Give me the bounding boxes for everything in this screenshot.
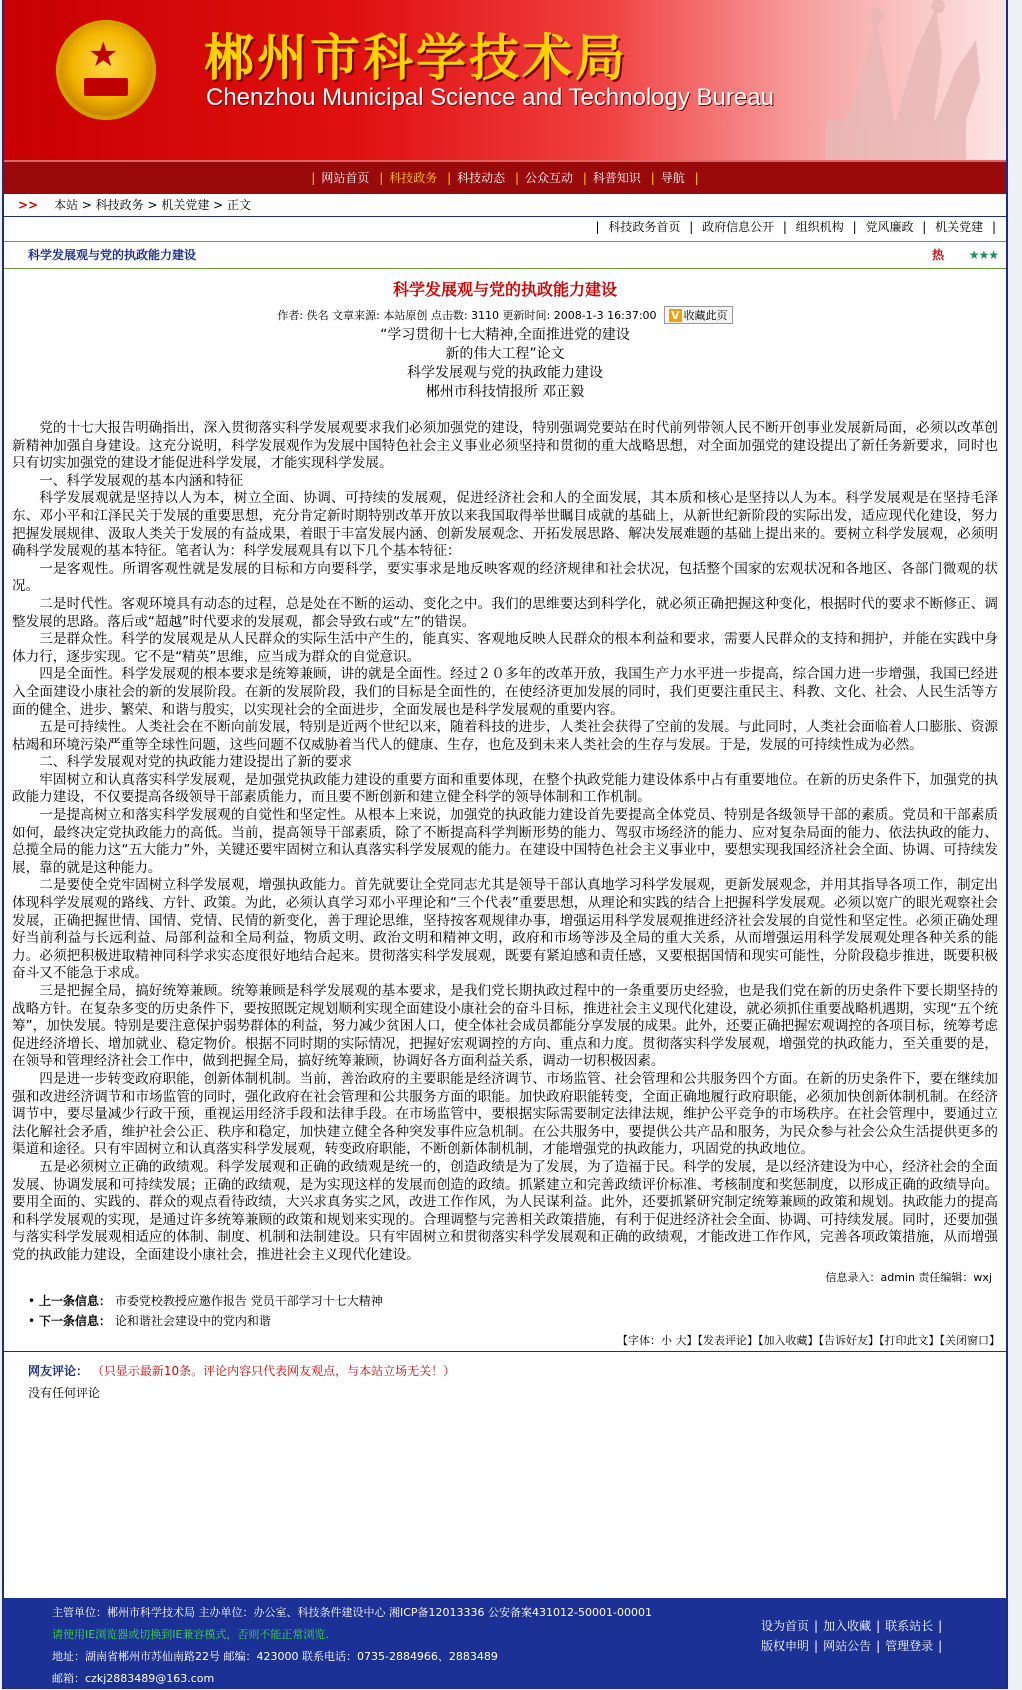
subnav-party[interactable]: 机关党建 [935, 220, 984, 234]
prev-link[interactable]: 市委党校教授应邀作报告 党员干部学习十七大精神 [114, 1293, 383, 1308]
titlebar-title: 科学发展观与党的执政能力建设 [28, 248, 197, 262]
header-line: 郴州市科技情报所 邓正毅 [425, 384, 585, 400]
nav-item-affairs[interactable]: 科技政务 [389, 171, 438, 185]
paragraph: 二是要使全党牢固树立科学发展观，增强执政能力。首先就要让全党同志尤其是领导干部认真地学习科学发展观，更新发展观念，并用其指导各项工作，制定出体现科学发展观的路线、方针、政策。为此，必须认真学习邓小平理论和“三个代表”重要思想，从理论和实践的结合上把握科学发展观。必须以宽广的眼光观察社会发展，正确把握世情、国情、党情、民情的新变化，善于理论思维，坚持按客观规律办事，增强运用科学发展观推进经济社会发展的自觉性和坚定性。必须正确处理好当前利益与长远利益、局部利益和全局利益，物质文明、政治文明和精神文明，政府和市场等涉及全局的重大关系，从而增强运用科学发展观处理各种关系的能力。必须把积极进取精神同科学求实态度很好地结合起来。贯彻落实科学发展观，既要有紧迫感和责任感，又要根据国情和现实可能性，分阶段稳步推进，既要积极奋斗又不能急于求成。 [12, 877, 998, 982]
nav-item-science[interactable]: 科普知识 [592, 171, 641, 185]
site-title-en: Chenzhou Municipal Science and Technology Bureau [206, 84, 774, 111]
paragraph: 一是提高树立和落实科学发展观的自觉性和坚定性。从根本上来说，加强党的执政能力建设首先要提高全体党员、特别是各级领导干部的素质。党员和干部素质如何，最终决定党执政能力的高低。当前，提高领导干部素质，除了不断提高科学判断形势的能力、驾驭市场经济的能力、应对复杂局面的能力、依法执政的能力、总揽全局的能力这“五大能力”外，关键还要牢固树立和认真落实科学发展观的能力。在建设中国特色社会主义事业中，要想实现我国经济社会全面、协调、可持续发展，靠的就是这种能力。 [12, 807, 998, 876]
main-nav: | 网站首页 | 科技政务 | 科技动态 | 公众互动 | 科普知识 | 导航 | [4, 160, 1006, 194]
comments-empty: 没有任何评论 [28, 1385, 101, 1400]
prev-label: 上一条信息： [38, 1293, 111, 1308]
rating-stars-icon: ★★★ [968, 248, 998, 262]
article-titlebar [4, 241, 1006, 269]
paragraph: 二是时代性。客观环境具有动态的过程，总是处在不断的运动、变化之中。我们的思维要达到科学化，就必须正确把握这种变化，根据时代的要求不断修正、调整发展的思路。落后或“超越”时代要求的发展观，都会导致右或“左”的错误。 [12, 595, 998, 630]
footer-link-favorite[interactable]: 加入收藏 [823, 1619, 872, 1633]
article-title: 科学发展观与党的执政能力建设 [392, 280, 617, 299]
footer-links: 设为首页 | 加入收藏 | 联系站长 | 版权申明 | 网站公告 | 管理登录 | [756, 1616, 942, 1656]
footer-line1: 主管单位：郴州市科学技术局 主办单位：办公室、科技条件建设中心 湘ICP备12013336 公安备案431012-50001-00001 [52, 1606, 652, 1619]
nav-item-home[interactable]: 网站首页 [321, 171, 370, 185]
paragraph: 三是群众性。科学的发展观是从人民群众的实际生活中产生的，能真实、客观地反映人民群众的根本利益和要求，需要人民群众的支持和拥护，并能在实践中身体力行，逐步实现。它不是“精英”思维，应当成为群众的自觉意识。 [12, 631, 998, 665]
next-item: • 下一条信息： 论和谐社会建设中的党内和谐 [28, 1313, 271, 1328]
paragraph: 三是把握全局，搞好统筹兼顾。统筹兼顾是科学发展观的基本要求，是我们党长期执政过程中的一条重要历史经验，也是我们党在新的历史条件下要长期坚持的战略方针。在复杂多变的历史条件下，要按照既定规划顺利实现全面建设小康社会的奋斗目标，推进社会主义现代化建设，就必须抓住重要战略机遇期，实现“五个统筹”，加快发展。特别是要注意保护弱势群体的利益，努力减少贫困人口，使全体社会成员都能分享发展的成果。此外，还要正确把握宏观调控的各项目标，统筹考虑促进经济增长、增加就业、稳定物价。根据不同时期的实际情况，把握好宏观调控的方向、重点和力度。贯彻落实科学发展观，增强党的执政能力，至关重要的是，在领导和管理经济社会工作中，做到把握全局，搞好统筹兼顾，协调好各方面利益关系，调动一切积极因素。 [12, 983, 998, 1070]
comments-label: 网友评论： [28, 1363, 89, 1378]
section-heading: 一、科学发展观的基本内涵和特征 [39, 472, 244, 489]
footer-info [52, 1602, 652, 1690]
article-toolbar[interactable]: 【字体：小 大】【发表评论】【加入收藏】【告诉好友】【打印此文】【关闭窗口】 [4, 1331, 1006, 1352]
breadcrumb-site[interactable]: 本站 [53, 198, 78, 212]
article [4, 277, 1006, 1285]
footer-line3: 地址：湖南省郴州市苏仙南路22号 邮编：423000 联系电话：0735-2884966、2883489 [52, 1650, 498, 1663]
sub-nav: | 科技政务首页 | 政府信息公开 | 组织机构 | 党风廉政 | 机关党建 | [595, 220, 996, 234]
footer-line2: 请使用IE浏览器或切换到IE兼容模式，否则不能正常浏览. [52, 1628, 329, 1641]
article-body [12, 420, 998, 1265]
paragraph: 科学发展观就是坚持以人为本，树立全面、协调、可持续的发展观，促进经济社会和人的全面发展，其本质和核心是坚持以人为本。科学发展观是在坚持毛泽东、邓小平和江泽民关于发展的重要思想，充分肯定新时期特别改革开放以来我国取得举世瞩目成就的基础上，从新世纪新阶段的实际出发，适应现代化建设，努力把握发展规律、汲取人类关于发展的有益成果，着眼于丰富发展内涵、创新发展观念、开拓发展思路、解决发展难题的基础上提出来的。要树立科学发展观，必须明确科学发展观的基本特征。笔者认为：科学发展观具有以下几个基本特征： [12, 490, 998, 560]
national-emblem-icon: ★ [56, 20, 156, 120]
paragraph: 五是必须树立正确的政绩观。科学发展观和正确的政绩观是统一的，创造政绩是为了发展，为了造福于民。科学的发展，是以经济建设为中心，经济社会的全面发展、协调发展和可持续发展；正确的政绩观，是为实现这样的发展而创造的政绩。抓紧建立和完善政绩评价标准、考核制度和奖惩制度，以形成正确的政绩导向。要用全面的、实践的、群众的观点看待政绩，大兴求真务实之风，改进工作作风，为人民谋利益。此外，还要抓紧研究制定统筹兼顾的政策和规划。执政能力的提高和科学发展观的实现，是通过许多统筹兼顾的政策和规划来实现的。合理调整与完善相关政策措施，有利于促进经济社会全面、协调、可持续发展。同时，还要加强与落实科学发展观相适应的体制、制度、机制和法制建设。只有牢固树立和贯彻落实科学发展观和正确的政绩观，才能改进工作作风，完善各项政策措施，从而增强党的执政能力建设，全面建设小康社会，推进社会主义现代化建设。 [12, 1158, 998, 1263]
footer-link-admin[interactable]: 管理登录 [885, 1639, 934, 1653]
next-link[interactable]: 论和谐社会建设中的党内和谐 [114, 1313, 271, 1328]
article-meta-text: 作者: 佚名 文章来源: 本站原创 点击数: 3110 更新时间: 2008-1-3 16:37:00 [277, 309, 657, 322]
header-line: 科学发展观与党的执政能力建设 [407, 365, 603, 381]
footer-link-contact[interactable]: 联系站长 [885, 1619, 934, 1633]
breadcrumb: >> 本站 > 科技政务 > 机关党建 > 正文 [4, 194, 1006, 217]
sculpture-image [766, 0, 1006, 160]
paragraph: 四是全面性。科学发展观的根本要求是统筹兼顾，讲的就是全面性。经过２０多年的改革开放，我国生产力水平进一步提高，综合国力进一步增强，我国已经进入全面建设小康社会的新的发展阶段。在新的发展阶段，我们的目标是全面性的，在使经济更加发展的同时，我们更要注重民主、科教、文化、社会、人民生活等方面的健全、进步、繁荣、和谐与殷实，以实现社会的全面进步，全面发展也是科学发展观的重要内容。 [12, 666, 998, 718]
header-line: 新的伟大工程”论文 [445, 346, 565, 362]
hot-badge: 热 [931, 248, 944, 262]
site-footer [4, 1598, 1006, 1689]
footer-link-sethome[interactable]: 设为首页 [761, 1619, 810, 1633]
comments-header [4, 1360, 1006, 1382]
favorite-icon: V [671, 309, 680, 322]
footer-line4: 邮箱：czkj2883489@163.com [52, 1672, 215, 1685]
paragraph: 五是可持续性。人类社会在不断向前发展，特别是近两个世纪以来，随着科技的进步，人类社会获得了空前的发展。与此同时，人类社会面临着人口膨胀、资源枯竭和环境污染严重等全球性问题，这些问题不仅威胁着当代人的健康、生存，也危及到未来人类社会的生存与发展。于是，发展的可持续性成为必然。 [12, 719, 998, 753]
prev-next-links [4, 1291, 1006, 1331]
subnav-gov-info[interactable]: 政府信息公开 [702, 220, 775, 234]
breadcrumb-arrow-icon: >> [18, 198, 39, 212]
section-heading: 二、科学发展观对党的执政能力建设提出了新的要求 [39, 754, 352, 771]
paragraph: 四是进一步转变政府职能，创新体制机制。当前，善治政府的主要职能是经济调节、市场监管、社会管理和公共服务四个方面。在新的历史条件下，要在继续加强和改进经济调节和市场监管的同时，强化政府在社会管理和公共服务方面的职能。加快政府职能转变，全面正确地履行政府职能，必须加快创新体制机制。在经济调节中，要尽量减少行政干预，重视运用经济手段和法律手段。在市场监管中，要根据实际需要制定法律法规，维护公平竞争的市场秩序。在社会管理中，要通过立法化解社会矛盾，维护社会公正、秩序和稳定，加快建立健全各种突发事件应急机制。在公共服务中，要提供公共产品和服务，为民众参与社会公众生活提供更多的渠道和途径。只有牢固树立和认真落实科学发展观，转变政府职能，不断创新体制机制，才能增强党的执政能力，巩固党的执政地位。 [12, 1070, 998, 1158]
subnav-affairs-home[interactable]: 科技政务首页 [608, 220, 681, 234]
nav-item-interaction[interactable]: 公众互动 [525, 171, 574, 185]
favorite-label: 收藏此页 [683, 309, 728, 322]
paragraph: 党的十七大报告明确指出，深入贯彻落实科学发展观要求我们必须加强党的建设，特别强调党要站在时代前列带领人民不断开创事业发展新局面，必须以改革创新精神加强自身建设。这充分说明，科学发展观作为发展中国特色社会主义事业必须坚持和贯彻的重大战略思想，对全面加强党的建设提出了新任务新要求，同时也只有切实加强党的建设才能促进科学发展，才能实现科学发展。 [12, 420, 998, 472]
article-meta [12, 306, 998, 324]
nav-item-navigation[interactable]: 导航 [660, 171, 685, 185]
breadcrumb-party[interactable]: 机关党建 [161, 198, 210, 212]
comments-warning: （只显示最新10条。评论内容只代表网友观点，与本站立场无关！） [91, 1363, 456, 1378]
breadcrumb-current: 正文 [227, 198, 252, 212]
article-header-lines [12, 326, 998, 402]
nav-item-news[interactable]: 科技动态 [457, 171, 506, 185]
paragraph: 牢固树立和认真落实科学发展观，是加强党执政能力建设的重要方面和重要体现，在整个执政党能力建设体系中占有重要地位。在新的历史条件下，加强党的执政能力建设，不仅要提高各级领导干部素质能力，而且要不断创新和建立健全科学的领导体制和工作机制。 [12, 771, 998, 806]
site-banner [4, 0, 1006, 160]
paragraph: 一是客观性。所谓客观性就是发展的目标和方向要科学，要实事求是地反映客观的经济规律和社会状况，包括整个国家的宏观状况和各地区、各部门微观的状况。 [12, 560, 998, 595]
subnav-integrity[interactable]: 党风廉政 [865, 220, 914, 234]
subnav-organization[interactable]: 组织机构 [795, 220, 844, 234]
favorite-button[interactable] [664, 306, 733, 324]
site-title-cn: 郴州市科学技术局 [204, 28, 628, 87]
article-recorder: 信息录入：admin 责任编辑：wxj [825, 1270, 992, 1284]
header-line: “学习贯彻十七大精神,全面推进党的建设 [380, 327, 630, 343]
next-label: 下一条信息： [38, 1313, 111, 1328]
footer-link-copyright[interactable]: 版权申明 [761, 1639, 810, 1653]
prev-item: • 上一条信息： 市委党校教授应邀作报告 党员干部学习十七大精神 [28, 1293, 383, 1308]
breadcrumb-affairs[interactable]: 科技政务 [95, 198, 144, 212]
page [2, 0, 1008, 1689]
footer-link-notice[interactable]: 网站公告 [823, 1639, 872, 1653]
